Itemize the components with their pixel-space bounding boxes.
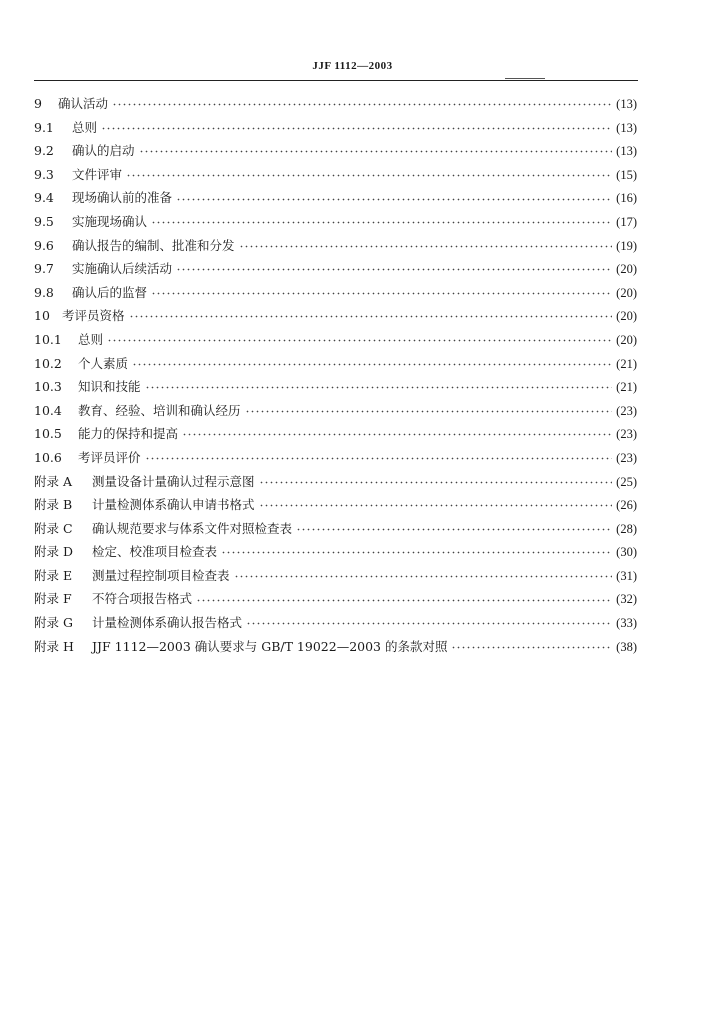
toc-entry[interactable]: [34, 94, 637, 118]
toc-entry-number: 附录 B: [34, 497, 73, 513]
toc-entry-number: 10.6: [34, 449, 62, 465]
toc-entry-number: 附录 A: [34, 473, 73, 489]
toc-entry[interactable]: [34, 188, 637, 212]
toc-entry-title: 测量过程控制项目检查表: [92, 567, 230, 583]
dot-leader: [239, 238, 613, 251]
toc-entry[interactable]: [34, 424, 637, 448]
toc-entry-page: (15): [616, 167, 637, 182]
dot-leader: [107, 332, 612, 345]
toc-entry[interactable]: [34, 472, 637, 496]
toc-entry-page: (25): [616, 474, 637, 489]
dot-leader: [126, 167, 612, 180]
toc-entry[interactable]: [34, 259, 637, 283]
header-rule-mark: [505, 78, 545, 79]
table-of-contents: [34, 94, 637, 660]
dot-leader: [259, 498, 613, 511]
toc-entry[interactable]: [34, 613, 637, 637]
toc-entry[interactable]: [34, 141, 637, 165]
toc-entry[interactable]: [34, 401, 637, 425]
toc-entry-number: 9.7: [34, 261, 54, 277]
toc-entry-page: (20): [616, 332, 637, 347]
dot-leader: [246, 616, 612, 629]
toc-entry-page: (28): [616, 521, 637, 536]
toc-entry-title: 知识和技能: [78, 379, 141, 395]
toc-entry-number: 9.3: [34, 166, 54, 182]
toc-entry-number: 9.8: [34, 284, 54, 300]
toc-entry-title: 教育、经验、培训和确认经历: [78, 402, 241, 418]
toc-entry[interactable]: [34, 495, 637, 519]
toc-entry-number: 9.2: [34, 143, 54, 159]
toc-entry-title: 能力的保持和提高: [78, 426, 179, 442]
page-header: JJF 1112—2003: [312, 60, 393, 72]
dot-leader: [132, 356, 612, 369]
toc-entry-number: 附录 F: [34, 591, 72, 607]
toc-entry-title: 确认活动: [58, 96, 109, 111]
toc-entry[interactable]: [34, 448, 637, 472]
toc-entry-number: 10.1: [34, 331, 62, 347]
toc-entry[interactable]: [34, 542, 637, 566]
dot-leader: [139, 144, 613, 157]
toc-entry-number: 9: [34, 96, 42, 111]
toc-entry-title: JJF 1112—2003 确认要求与 GB/T 19022—2003 的条款对照: [92, 638, 448, 654]
dot-leader: [196, 592, 612, 605]
header-rule: [34, 80, 638, 81]
dot-leader: [151, 285, 612, 298]
toc-entry-title: 实施确认后续活动: [72, 261, 173, 277]
toc-entry-page: (17): [616, 214, 637, 229]
dot-leader: [182, 427, 612, 440]
dot-leader: [145, 380, 613, 393]
toc-entry-number: 10: [34, 308, 50, 324]
dot-leader: [151, 214, 612, 227]
toc-entry-page: (23): [616, 427, 637, 442]
dot-leader: [176, 191, 612, 204]
toc-entry-page: (21): [616, 356, 637, 371]
toc-entry-number: 10.5: [34, 426, 62, 442]
toc-entry-title: 考评员评价: [78, 449, 141, 465]
toc-entry-number: 9.1: [34, 119, 54, 135]
toc-entry-title: 确认的启动: [72, 143, 135, 159]
toc-entry-number: 9.4: [34, 190, 54, 206]
toc-entry-title: 确认报告的编制、批准和分发: [72, 237, 235, 253]
dot-leader: [112, 97, 612, 110]
toc-entry-page: (20): [616, 285, 637, 300]
toc-entry-title: 总则: [78, 331, 104, 347]
toc-entry[interactable]: [34, 306, 637, 330]
toc-entry-page: (19): [616, 238, 637, 253]
toc-entry[interactable]: [34, 589, 637, 613]
dot-leader: [259, 474, 613, 487]
toc-entry-number: 10.4: [34, 402, 62, 418]
toc-entry[interactable]: [34, 212, 637, 236]
dot-leader: [234, 568, 613, 581]
toc-entry-page: (31): [616, 568, 637, 583]
toc-entry-number: 附录 H: [34, 638, 74, 654]
toc-entry-page: (30): [616, 545, 637, 560]
dot-leader: [145, 450, 613, 463]
toc-entry[interactable]: [34, 377, 637, 401]
toc-entry-page: (26): [616, 498, 637, 513]
toc-entry-page: (13): [616, 144, 637, 159]
toc-entry[interactable]: [34, 637, 637, 661]
toc-entry-title: 计量检测体系确认报告格式: [92, 615, 243, 631]
toc-entry-title: 考评员资格: [62, 308, 125, 324]
toc-entry-number: 附录 D: [34, 544, 73, 560]
dot-leader: [176, 262, 612, 275]
toc-entry[interactable]: [34, 354, 637, 378]
toc-entry[interactable]: [34, 330, 637, 354]
toc-entry-title: 确认规范要求与体系文件对照检查表: [92, 520, 293, 536]
dot-leader: [245, 403, 613, 416]
toc-entry-number: 9.5: [34, 213, 54, 229]
toc-entry-number: 10.3: [34, 379, 62, 395]
dot-leader: [129, 309, 613, 322]
toc-entry-title: 总则: [72, 119, 98, 135]
toc-entry-page: (13): [616, 120, 637, 135]
toc-entry-page: (20): [616, 309, 637, 324]
toc-entry-title: 确认后的监督: [72, 284, 148, 300]
toc-entry[interactable]: [34, 118, 637, 142]
toc-entry-title: 不符合项报告格式: [92, 591, 193, 607]
dot-leader: [451, 639, 612, 652]
toc-entry-number: 附录 C: [34, 520, 73, 536]
toc-entry-page: (23): [616, 450, 637, 465]
toc-entry-number: 附录 G: [34, 615, 73, 631]
toc-entry-page: (33): [616, 616, 637, 631]
toc-entry[interactable]: [34, 566, 637, 590]
toc-entry-page: (20): [616, 262, 637, 277]
toc-entry-title: 实施现场确认: [72, 213, 148, 229]
dot-leader: [101, 120, 612, 133]
toc-entry-title: 测量设备计量确认过程示意图: [92, 473, 255, 489]
toc-entry-page: (21): [616, 380, 637, 395]
toc-entry-title: 文件评审: [72, 166, 123, 182]
dot-leader: [221, 545, 612, 558]
toc-entry-title: 计量检测体系确认申请书格式: [92, 497, 255, 513]
toc-entry-title: 检定、校准项目检查表: [92, 544, 218, 560]
toc-entry-page: (23): [616, 403, 637, 418]
toc-entry-title: 个人素质: [78, 355, 129, 371]
toc-entry-number: 附录 E: [34, 567, 73, 583]
toc-entry[interactable]: [34, 236, 637, 260]
toc-entry-number: 10.2: [34, 355, 62, 371]
toc-entry-page: (13): [616, 97, 637, 111]
toc-entry-title: 现场确认前的准备: [72, 190, 173, 206]
toc-entry-number: 9.6: [34, 237, 54, 253]
toc-entry-page: (38): [616, 639, 637, 654]
toc-entry-page: (32): [616, 592, 637, 607]
toc-entry[interactable]: [34, 283, 637, 307]
toc-entry[interactable]: [34, 519, 637, 543]
toc-entry-page: (16): [616, 191, 637, 206]
toc-entry[interactable]: [34, 165, 637, 189]
dot-leader: [296, 521, 612, 534]
